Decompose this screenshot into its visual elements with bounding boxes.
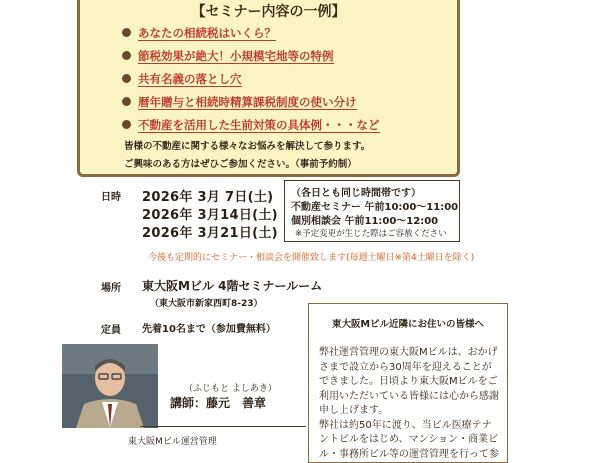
lecturer-affiliation: 東大阪Mビル運営管理 [128,437,217,447]
notice-line: できました。日頃より東大阪Mビルをご [319,376,498,387]
list-item: 共有名義の落とし穴 [122,71,380,94]
notice-line: 申し上げます。 [319,405,389,416]
lecturer-photo [62,344,158,428]
capacity-label: 定員 [101,325,121,336]
bullet-icon [122,74,131,83]
date-1: 2026年 3月 7日(土) [142,190,274,205]
consultation-time: 個別相談会 午前11:00〜12:00 [291,216,439,227]
notice-line: ントビルをはじめ、マンション・商業ビ [319,434,499,445]
venue-address: （東大阪市新家西町8-23） [150,299,263,309]
list-item: 節税効果が絶大！小規模宅地等の特例 [122,48,380,71]
seminar-note-1: 皆様の不動産に関する様々なお悩みを解決して参ります。 [124,141,371,152]
change-notice: ※予定変更が生じた際はご容赦ください [295,229,447,239]
date-2: 2026年 3月14日(土) [142,208,278,223]
bullet-icon [122,28,131,37]
schedule-label: 日時 [101,192,121,203]
date-3: 2026年 3月21日(土) [142,226,278,241]
divider [140,426,306,427]
bullet-icon [122,120,131,129]
notice-line: さまで設立から30周年を迎えることが [319,361,492,373]
lecturer-name: 講師：藤元 善章 [170,396,267,410]
notice-line: 利用いただいている皆様には心から感謝 [319,390,499,402]
bullet-icon [122,97,131,106]
list-item: 暦年贈与と相続時精算課税制度の使い分け [122,94,380,117]
notice-title: 東大阪Mビル近隣にお住いの皆様へ [332,319,484,330]
seminar-time: 不動産セミナー 午前10:00〜11:00 [291,202,459,213]
seminar-content-box [77,0,460,177]
bullet-icon [122,51,131,60]
notice-line: ル・事務所ビル等の運営管理を行って参 [319,448,499,460]
schedule-note: （各日とも同じ時間帯です） [291,188,421,199]
notice-line: 弊社運営管理の東大阪Mビルは、おかげ [319,347,498,358]
venue-label: 場所 [101,283,121,294]
topic-list [122,25,380,140]
list-item: あなたの相続税はいくら？ [122,25,380,48]
notice-line: 弊社は約50年に渡り、当ビル医療テナ [319,419,492,431]
list-item: 不動産を活用した生前対策の具体例・・・など [122,117,380,140]
regular-event-note: 今後も定期的にセミナー・相談会を開催致します(毎週土曜日※第4土曜日を除く) [148,253,475,263]
lecturer-portrait-icon [62,344,158,428]
seminar-title: 【セミナー内容の一例】 [191,4,346,20]
notice-body [319,346,503,462]
seminar-note-2: ご興味のある方はぜひご参加ください。（事前予約制） [124,159,357,170]
venue-name: 東大阪Mビル 4階セミナールーム [142,279,323,293]
lecturer-name-reading: （ふじもと よしあき） [184,384,277,394]
neighborhood-notice-box [308,303,508,463]
capacity-text: 先着10名まで（参加費無料） [142,324,276,335]
time-schedule-box [284,180,460,242]
